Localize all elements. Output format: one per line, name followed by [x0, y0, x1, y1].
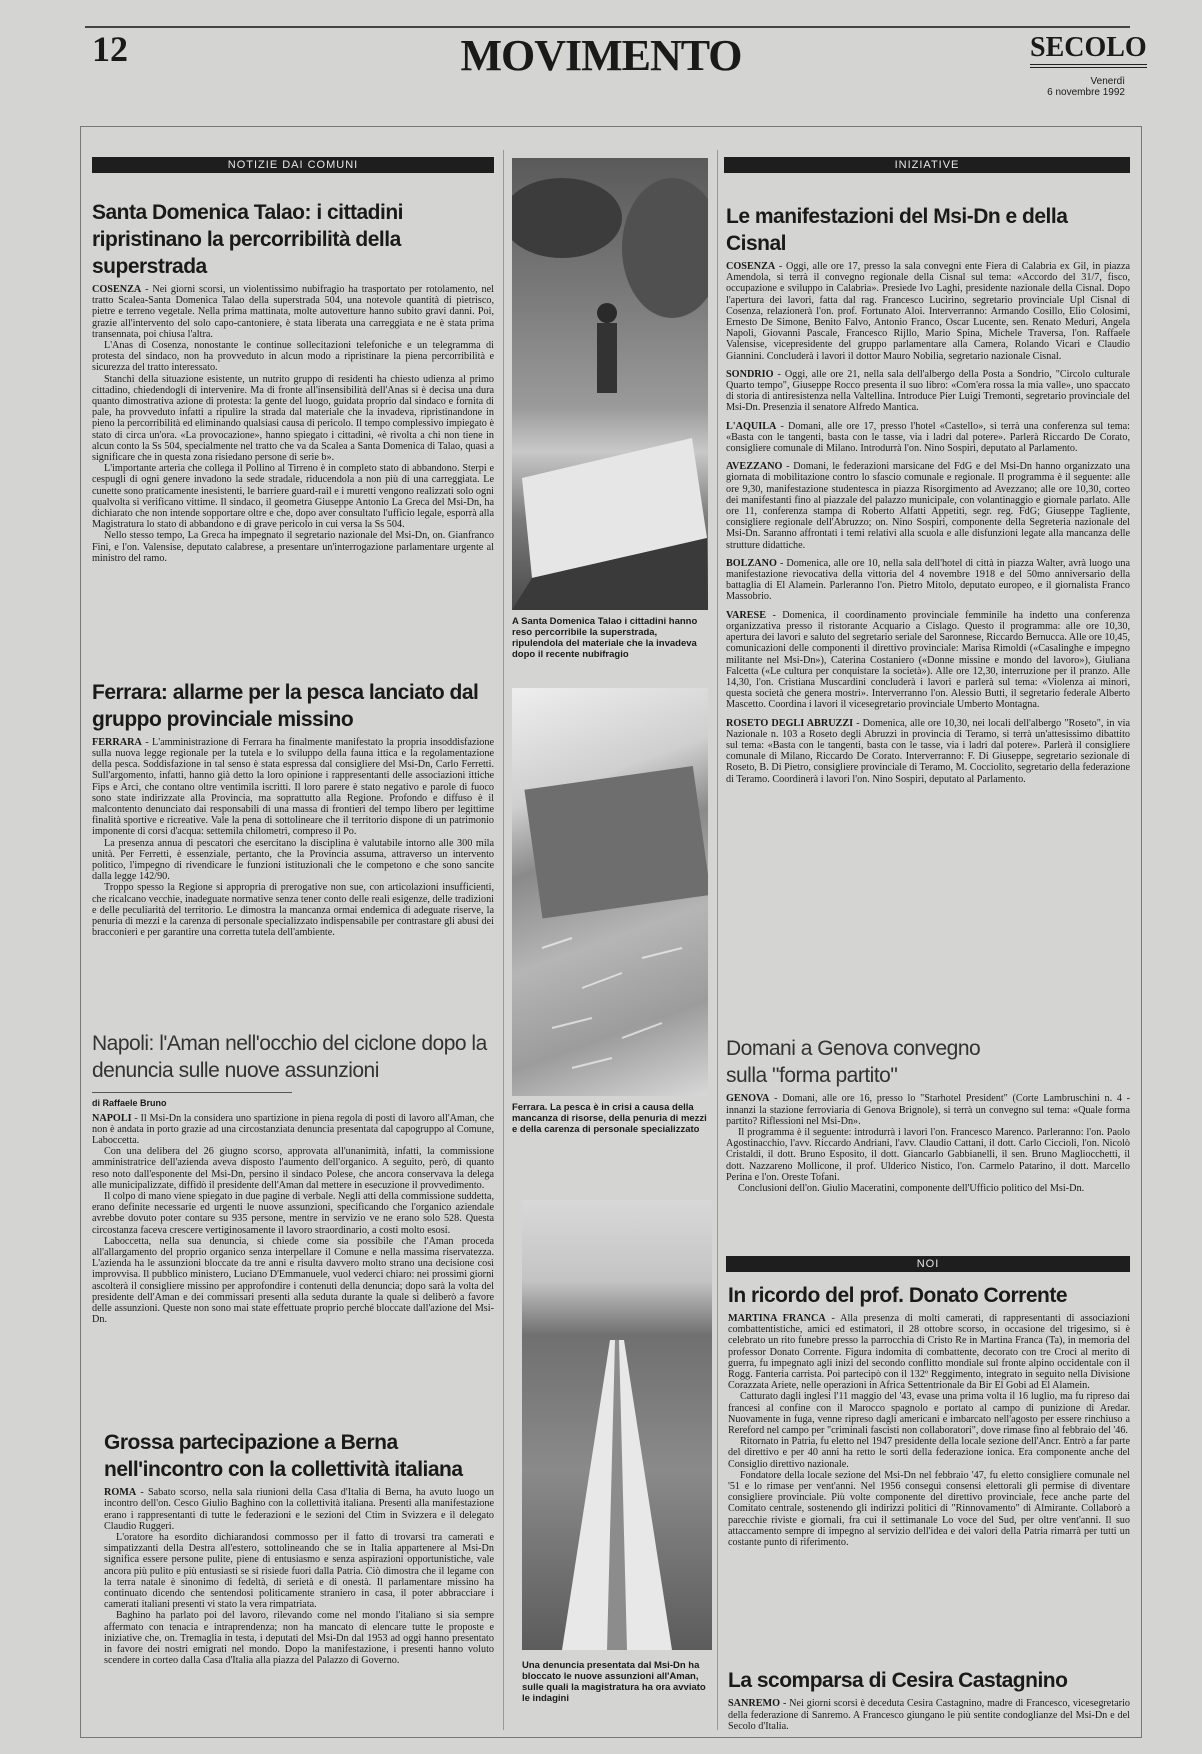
paragraph: - Domenica, alle ore 10,30, nei locali dell'albergo "Roseto", in via Nazionale n. 103 a Roseto degli Abruzzi in provincia di Teramo, si terrà un'attesissimo dibattito sul tema: «Basta con le tangenti, basta con le tasse, via i ladri dal potere». Parlerà il consigliere comunale di Milano, Riccardo De Corato. Interverranno: F. Di Giuseppe, segretario sezionale di Roseto, B. Di Pietro, consigliere provinciale di Teramo, M. Cocciolito, segretario della federazione di Teramo. Coordinerà i lavori l'on. Nino Sospiri, deputato al Parlamento. — [726, 717, 1130, 785]
article-headline: Grossa partecipazione a Berna nell'incontro con la collettività italiana — [104, 1431, 463, 1482]
paragraph: Il programma è il seguente: introdurrà i lavori l'on. Francesco Marenco. Parleranno: l'on. Paolo Agostinacchio, l'avv. Riccardo Andriani, l'avv. Claudio Cattani, il dott. Carlo Ciccioli, l'on. Nicolò Cristaldi, il dott. Bruno Esposito, il dott. Giancarlo Gabbianelli, il sen. Bruno Magliocchetti, il dott. Nazzareno Mollicone, il prof. Ulderico Nistico, l'on. Carmelo Patarino, il dott. Marcello Perina e l'on. Oreste Tofani. — [726, 1127, 1130, 1183]
section-masthead: MOVIMENTO — [460, 31, 742, 80]
paragraph: - Domani, le federazioni marsicane del FdG e del Msi-Dn hanno organizzato una giornata di mobilitazione contro lo sfascio comunale e regionale. Il programma è il seguente: alle ore 9,30, manifestazione studentesca in piazza Risorgimento ad Avezzano; alle ore 10,30, corteo dei manifestanti fino al piazzale del palazzo municipale, con volantinaggio e giornale parlato. Alle ore 11, conferenza stampa di Roberto Alfatti Appetiti, segr. reg. FdG; Giuseppe Tagliente, consigliere regionale dell'Abruzzo; on. Nino Sospiri, componente della Segreteria nazionale del Msi-Dn. Saranno affrontati i temi relativi alla scuola e alle disfunzioni legate alla mancanza delle strutture didattiche. — [726, 461, 1130, 551]
paragraph: - Sabato scorso, nella sala riunioni della Casa d'Italia di Berna, ha avuto luogo un incontro dell'on. Cesco Giulio Baghino con la collettività italiana. Presenti alla manifestazione erano i rappresentanti di tutte le federazioni e le sezioni del Ctim in Svizzera e il delegato Claudio Ruggeri. — [104, 1487, 494, 1532]
article-headline: Santa Domenica Talao: i cittadini ripristinano la percorribilità della superstrada — [92, 201, 404, 278]
photo-caption: Una denuncia presentata dal Msi-Dn ha bloccato le nuove assunzioni all'Aman, sulle quali la magistratura ha ora avviato le indagini — [522, 1660, 706, 1704]
paragraph: Fondatore della locale sezione del Msi-Dn nel febbraio '47, fu eletto consigliere comunale nel '51 e lo rimase per vent'anni. Nel 1956 conseguì consensi elettorali gli permise di diventare consigliere provinciale. Più volte componente del direttivo provinciale, fece anche parte del Comitato centrale, sostenendo gli indirizzi politici di "Rinnovamento" di Almirante. Collaborò a parecchie riviste e giornali, fra cui il settimanale Lo voce del Sud, per oltre vent'anni. Il suo attaccamento sempre di impegno al servizio dell'idea e dei valori della Patria rimarrà per tutti un costante punto di riferimento. — [728, 1469, 1130, 1548]
paragraph: Stanchi della situazione esistente, un nutrito gruppo di residenti ha chiesto udienza al primo cittadino, chiedendogli di intervenire. Ma di fronte all'insensibilità dell'Anas si è decisa una dura quanto dimostrativa azione di protesta: la gente del luogo, guidata proprio dal sindaco e fornita di pale, ha provveduto infatti a ripulire la strada dal materiale che la invadeva, ripristinandone in pieno la percorribilità ed eliminando qualsiasi causa di pericolo. Il tempo complessivo impiegato è stato di circa un'ora. «La provocazione», hanno spiegato i cittadini, «è rivolta a chi non tiene in alcun conto la Ss 504, specialmente nel tratto che va da Scalea a Santa Domenica di Talao, quasi a significare che in questa zona risiedano persone di serie b». — [92, 373, 494, 464]
dateline: GENOVA — [726, 1093, 770, 1105]
paragraph: Laboccetta, nella sua denuncia, si chiede come sia possibile che l'Aman proceda all'allargamento del proprio organico senza interpellare il Comune e nella massima riservatezza. L'azienda ha le assunzioni bloccate da tre anni e risulta davvero molto strano una decisione così improvvisa. Il pubblico ministero, Luciano D'Emmanuele, vuol vederci chiaro: nei prossimi giorni ascolterà il consigliere missino per approfondire i contenuti della denuncia; dopo sarà la volta del presidente dell'Aman e dei commissari presenti alla seduta durante la quale si deliberò a favore delle assunzioni. Queste non sono mai state effettuate proprio perché bloccate dall'azione del Msi-Dn. — [92, 1235, 494, 1326]
issue-date-text: 6 novembre 1992 — [1047, 87, 1125, 98]
paragraph: - Domani, alle ore 16, presso lo "Starhotel President" (Corte Lambruschini n. 4 - innanzi la stazione ferroviaria di Genova Brignole), si terrà un convegno sul tema: «Quale forma partito? Riflessioni nel Msi-Dn». — [726, 1093, 1130, 1127]
paragraph: L'importante arteria che collega il Pollino al Tirreno è in completo stato di abbandono. Sterpi e cespugli di ogni genere invadono la sede stradale, riducendola a non più di una carreggiata. Le cunette sono praticamente inesistenti, le barriere guard-rail e i muretti vengono realizzati solo ogni qualvolta si verificano vittime. Il sindaco, il geometra Giuseppe Antonio La Greca del Msi-Dn, ha dichiarato che non intende sopportare oltre e che, dopo aver consultato l'ufficio legale, esporrà alla Magistratura lo stato di abbandono e di grave pericolo in cui versa la Ss 504. — [92, 463, 494, 531]
paragraph: Nello stesso tempo, La Greca ha impegnato il segretario nazionale del Msi-Dn, on. Gianfranco Fini, e l'on. Valensise, deputato calabrese, a presentare un'interrogazione parlamentare urgente al ministro del ramo. — [92, 530, 494, 564]
paragraph: - Oggi, alle ore 21, nella sala dell'albergo della Posta a Sondrio, "Circolo culturale Quarto tempo", Giuseppe Rocco presenta il suo libro: «Com'era rossa la mia valle», uno spaccato di storia di antiresistenza nella Valtellina. Introduce Pier Luigi Tremonti, segretario provinciale del Msi-Dn. Presenzia il senatore Alfredo Mantica. — [726, 368, 1130, 414]
photo-aqueduct-illustration — [522, 1200, 712, 1650]
article-body — [724, 1698, 1130, 1732]
photo-caption: Ferrara. La pesca è in crisi a causa della mancanza di risorse, della penuria di mezzi e della carenza di personale specializzato — [512, 1102, 707, 1135]
issue-date — [1000, 76, 1125, 98]
dateline: VARESE — [726, 609, 767, 621]
paragraph: - Nei giorni scorsi, un violentissimo nubifragio ha trasportato per rotolamento, nel tratto Scalea-Santa Domenica Talao della superstrada 504, una notevole quantità di pietrisco, pietre e terreno vegetale. Nella prima mattinata, molte autovetture hanno subito gravi danni. Poi, grazie all'intervento del solo capo-cantoniere, è stata liberata una carreggiata e ne è stata prima transennata, poi chiusa l'altra. — [92, 284, 494, 340]
photo-fish-catch — [512, 688, 708, 1096]
article-body — [92, 1113, 494, 1416]
dateline: COSENZA — [726, 261, 776, 272]
dateline: SONDRIO — [726, 368, 774, 380]
paragraph: - Domenica, alle ore 10, nella sala dell'hotel di città in piazza Walter, avrà luogo una manifestazione rievocativa della vittoria del 4 novembre 1918 e del 50mo anniversario della battaglia di El Alamein. Parleranno l'on. Pietro Mitolo, deputato europeo, e il giornalista Franco Massobrio. — [726, 557, 1130, 603]
article-body — [92, 284, 494, 649]
article-headline: Domani a Genova convegno sulla "forma partito" — [726, 1037, 981, 1088]
photo-road-cleanup-illustration — [512, 158, 708, 610]
dateline: L'AQUILA — [726, 420, 777, 432]
paragraph: - Domenica, il coordinamento provinciale femminile ha indetto una conferenza organizzativa presso il ristorante Acquario a Cislago. Questo il programma: alle ore 10,30, apertura dei lavori e saluto del segretario seriale del Saronnese, Riccardo Bernucca. Alle ore 10,45, comunicazioni delle componenti il direttivo provinciale: Marisa Rimoldi («Casalinghe e impegno militante nel Msi-Dn»), Caterina Costaniero («Donne missine e mondo del lavoro»), Giuliana Falcetta («Le cultura per conquistare la società»). Alle ore 12,30, interruzione per il pranzo. Alle 14,30, l'on. Cristiana Muscardini concluderà i lavori e parlerà sul tema: «Violenza ai minori, questa società che genera mostri». Interverranno l'on. Alessio Butti, il segretario federale Alberto Mascetto. Coordina i lavori il vicesegretario provinciale Umberto Montagna. — [726, 609, 1130, 711]
byline: di Raffaele Bruno — [92, 1097, 167, 1108]
photo-road-cleanup — [512, 158, 708, 610]
section-bar-noi: NOI — [726, 1256, 1130, 1272]
article-headline: La scomparsa di Cesira Castagnino — [728, 1669, 1068, 1693]
dateline: MARTINA FRANCA — [728, 1312, 826, 1324]
byline-rule — [92, 1092, 292, 1093]
paragraph: Ritornato in Patria, fu eletto nel 1947 presidente della locale sezione dell'Ancr. Entrò a far parte del direttivo e per 40 anni ha retto le sorti della federazione ionica. Era componente anche del Consiglio direttivo nazionale. — [728, 1436, 1130, 1470]
section-bar-notizie: NOTIZIE DAI COMUNI — [92, 157, 494, 173]
dateline: SANREMO — [728, 1698, 781, 1710]
paper-logo: SECOLO — [1030, 32, 1147, 68]
column-rule — [717, 150, 718, 1730]
left-column — [92, 157, 494, 1732]
article-body — [92, 737, 494, 1020]
article-headline: Ferrara: allarme per la pesca lanciato dal gruppo provinciale missino — [92, 680, 479, 731]
paragraph: Baghino ha parlato poi del lavoro, rilevando come nel mondo l'italiano si sia sempre affermato con tenacia e intraprendenza; non ha mancato di elencare tutte le proposte e iniziative che, on. Tremaglia in testa, i deputati del Msi-Dn dal 1953 ad oggi hanno presentato in favore dei nostri emigrati nel mondo. Dopo la manifestazione, i presenti hanno voluto scendere in corteo dalla Casa d'Italia alla piazza del Palazzo di Governo. — [104, 1610, 494, 1667]
issue-day: Venerdì — [1090, 76, 1125, 87]
paragraph: - L'amministrazione di Ferrara ha finalmente manifestato la propria insoddisfazione sulla nuova legge regionale per la tutela e lo sviluppo della fauna ittica e la regolamentazione della pesca. Soddisfazione in tal senso è stata espressa dal consigliere del Msi-Dn, Carlo Ferretti. Sull'argomento, infatti, hanno già detto la loro opinione i rappresentanti delle associazioni ittiche Fips e Arci, che contano oltre ventimila iscritti. Il loro parere è stato negativo e parole di fuoco sono state indirizzate alla Provincia, ma soprattutto alla Regione. Profondo e diffuso è il malcontento denunciato dai responsabili di una massa di frontieri del tempo libero per legittime finalità sportive e ricreative. Vale la pena di sottolineare che il territorio dispone di un patrimonio imponente di corsi d'acqua: settemila chilometri, compreso il Po. — [92, 736, 494, 838]
dateline: FERRARA — [92, 736, 142, 748]
article-body — [92, 1487, 494, 1732]
photo-aqueduct — [522, 1200, 712, 1650]
paragraph: Il colpo di mano viene spiegato in due pagine di verbale. Negli atti della commissione suddetta, erano definite necessarie ed urgenti le nuove assunzioni, specificando che l'organico aziendale avrebbe dovuto poter contare su 935 persone, mentre in servizio ve ne erano solo 528. Questa circostanza faceva crescere vertiginosamente il lavoro straordinario, a costi molto esosi. — [92, 1190, 494, 1236]
right-column — [724, 157, 1130, 1732]
dateline: ROMA — [104, 1487, 137, 1499]
paragraph: L'Anas di Cosenza, nonostante le continue sollecitazioni telefoniche e un telegramma di protesta del sindaco, non ha provveduto in alcun modo a ripristinare la piena percorribilità e sicurezza del tratto interessato. — [92, 340, 494, 374]
paragraph: L'oratore ha esordito dichiarandosi commosso per il fatto di trovarsi tra camerati e simpatizzanti della Destra all'estero, sottolineando che se in Italia appartenere al Msi-Dn significa essere persone pulite, piene di entusiasmo e senza aspirazioni opportunistiche, vale ancora più pulito e più entusiasti se si risiede fuori dalla Patria. Ciò dimostra che il legame con la terra natale è sinonimo di fedeltà, di serietà e di onestà. Il parlamentare missino ha continuato dicendo che sentendosi politicamente straniero in casa, il poter abbracciare i camerati italiani presenti vi stato la vera rimpatriata. — [104, 1532, 494, 1611]
paragraph: Conclusioni dell'on. Giulio Maceratini, componente dell'Ufficio politico del Msi-Dn. — [738, 1183, 1085, 1195]
dateline: ROSETO DEGLI ABRUZZI — [726, 717, 854, 729]
photo-caption: A Santa Domenica Talao i cittadini hanno reso percorribile la superstrada, ripulendola del materiale che la invadeva dopo il recente nubifragio — [512, 616, 698, 660]
dateline: NAPOLI — [92, 1112, 132, 1124]
dateline: AVEZZANO — [726, 461, 783, 473]
paragraph: La presenza annua di pescatori che esercitano la disciplina è valutabile intorno alle 300 mila unità. Per Ferretti, è essenziale, pertanto, che la Provincia assuma, attraverso un intervento politico, l'impegno di rivendicare le funzioni istituzionali che le competono e che sono sancite dalla legge 142/90. — [92, 837, 494, 883]
paragraph: - Alla presenza di molti camerati, di rappresentanti di associazioni combattentistiche, amici ed estimatori, il 28 ottobre scorso, in occasione del trigesimo, si è celebrato un rito funebre presso la parrocchia di Cristo Re in Martina Franca (Ta), in memoria del professor Donato Corrente. Figura indomita di combattente, decorato con tre Croci al merito di guerra, fu impegnato agli inizi del secondo conflitto mondiale sul fronte alpino occidentale con il Rogg. Fanteria carrista. Poi partecipò con il 132º Reggimento, integrato in seguito nella Divisione Corazzata Ariete, nelle operazioni in Africa Settentrionale da Bir El Gobi ad El Alamein. — [728, 1312, 1130, 1392]
article-headline: Le manifestazioni del Msi-Dn e della Cisnal — [726, 205, 1068, 255]
dateline: BOLZANO — [726, 557, 777, 569]
paragraph: - Domani, alle ore 17, presso l'hotel «Castello», si terrà una conferenza sul tema: «Basta con le tangenti, basta con le tasse, via i ladri dal potere». Parlerà Riccardo De Corato, consigliere comunale di Milano. Introdurrà l'on. Nino Sospiri, deputato al Parlamento. — [726, 420, 1130, 455]
paragraph: - Il Msi-Dn la considera uno spartizione in piena regola di posti di lavoro all'Aman, che non è andata in porto grazie ad una circostanziata denuncia presentata dal capogruppo al Comune, Laboccetta. — [92, 1112, 494, 1146]
article-headline: Napoli: l'Aman nell'occhio del ciclone dopo la denuncia sulle nuove assunzioni — [92, 1031, 487, 1082]
article-body — [724, 261, 1130, 1027]
photo-fish-illustration — [512, 688, 708, 1096]
article-body — [724, 1093, 1130, 1237]
page-number: 12 — [92, 29, 128, 69]
section-bar-iniziative: INIZIATIVE — [724, 157, 1130, 173]
paragraph: - Nei giorni scorsi è deceduta Cesira Castagnino, madre di Francesco, vicesegretario della federazione di Sanremo. A Francesco giungano le più sentite condoglianze del Msi-Dn e del Secolo d'Italia. — [728, 1698, 1130, 1732]
top-rule — [85, 26, 1130, 28]
column-rule — [503, 150, 504, 1730]
dateline: COSENZA — [92, 284, 142, 295]
article-headline: In ricordo del prof. Donato Corrente — [728, 1283, 1068, 1307]
paragraph: Con una delibera del 26 giugno scorso, approvata all'unanimità, infatti, la commissione amministratrice dell'azienda aveva disposto l'aumento dell'organico. A seguito, però, di quanto reso noto dall'esponente del Msi-Dn, persino il sindaco Polese, che ancora conservava la delega alle municipalizzate, diffidò il presidente dell'Aman dal mettere in esecuzione il provvedimento. — [92, 1146, 494, 1191]
paragraph: Troppo spesso la Regione si appropria di prerogative non sue, con articolazioni insufficienti, che ricalcano vecchie, inadeguate normative senza tener conto delle reali esigenze, delle tradizioni e delle peculiarità del territorio. Le dimostra la mancanza ormai endemica di adeguate riserve, la penuria di mezzi e la carenza di personale specializzato indispensabile per contrastare gli abusi dei bracconieri e per garantire una corretta tutela dell'ambiente. — [92, 882, 494, 939]
paragraph: Catturato dagli inglesi l'11 maggio del '43, evase una prima volta il 16 luglio, ma fu ripreso dai francesi al confine con il Marocco spagnolo e portato al campo di punizione di Aredar. Nuovamente in fuga, venne ripreso dagli americani e imbarcato nell'agosto per essere rinchiuso a Rereford nel campo per "criminali fascisti non collaboratori", dove rimase fino al febbraio del '46. — [728, 1391, 1130, 1436]
paragraph: - Oggi, alle ore 17, presso la sala convegni ente Fiera di Calabria ex Gil, in piazza Amendola, si terrà il convegno regionale della Cisnal sul tema: «Accordo del 31/7, fisco, occupazione e sviluppo in Calabria». Presiede Ivo Laghi, presidente nazionale della Cisnal. Dopo l'apertura dei lavori, fatta dal rag. Francesco Lucirino, segretario provinciale Upl Cisnal di Cosenza, relazionerà l'on. prof. Fortunato Aloi. Interverranno: Armando Cosillo, Elio Colosimi, Ernesto De Simone, Benito Falvo, Antonio Franco, Oscar Lucente, sen. Renato Meduri, Angela Napoli, Giovanni Pascale, Francesco Rijllo, Mario Spina, Michele Traversa, l'on. Raffaele Valensise, vicepresidente del gruppo parlamentare alla Camera, Rolando Vicari e Claudio Giannini. Concluderà i lavori il dottor Mauro Nobilia, segretario nazionale Cisnal. — [726, 261, 1130, 362]
article-body — [724, 1313, 1130, 1659]
